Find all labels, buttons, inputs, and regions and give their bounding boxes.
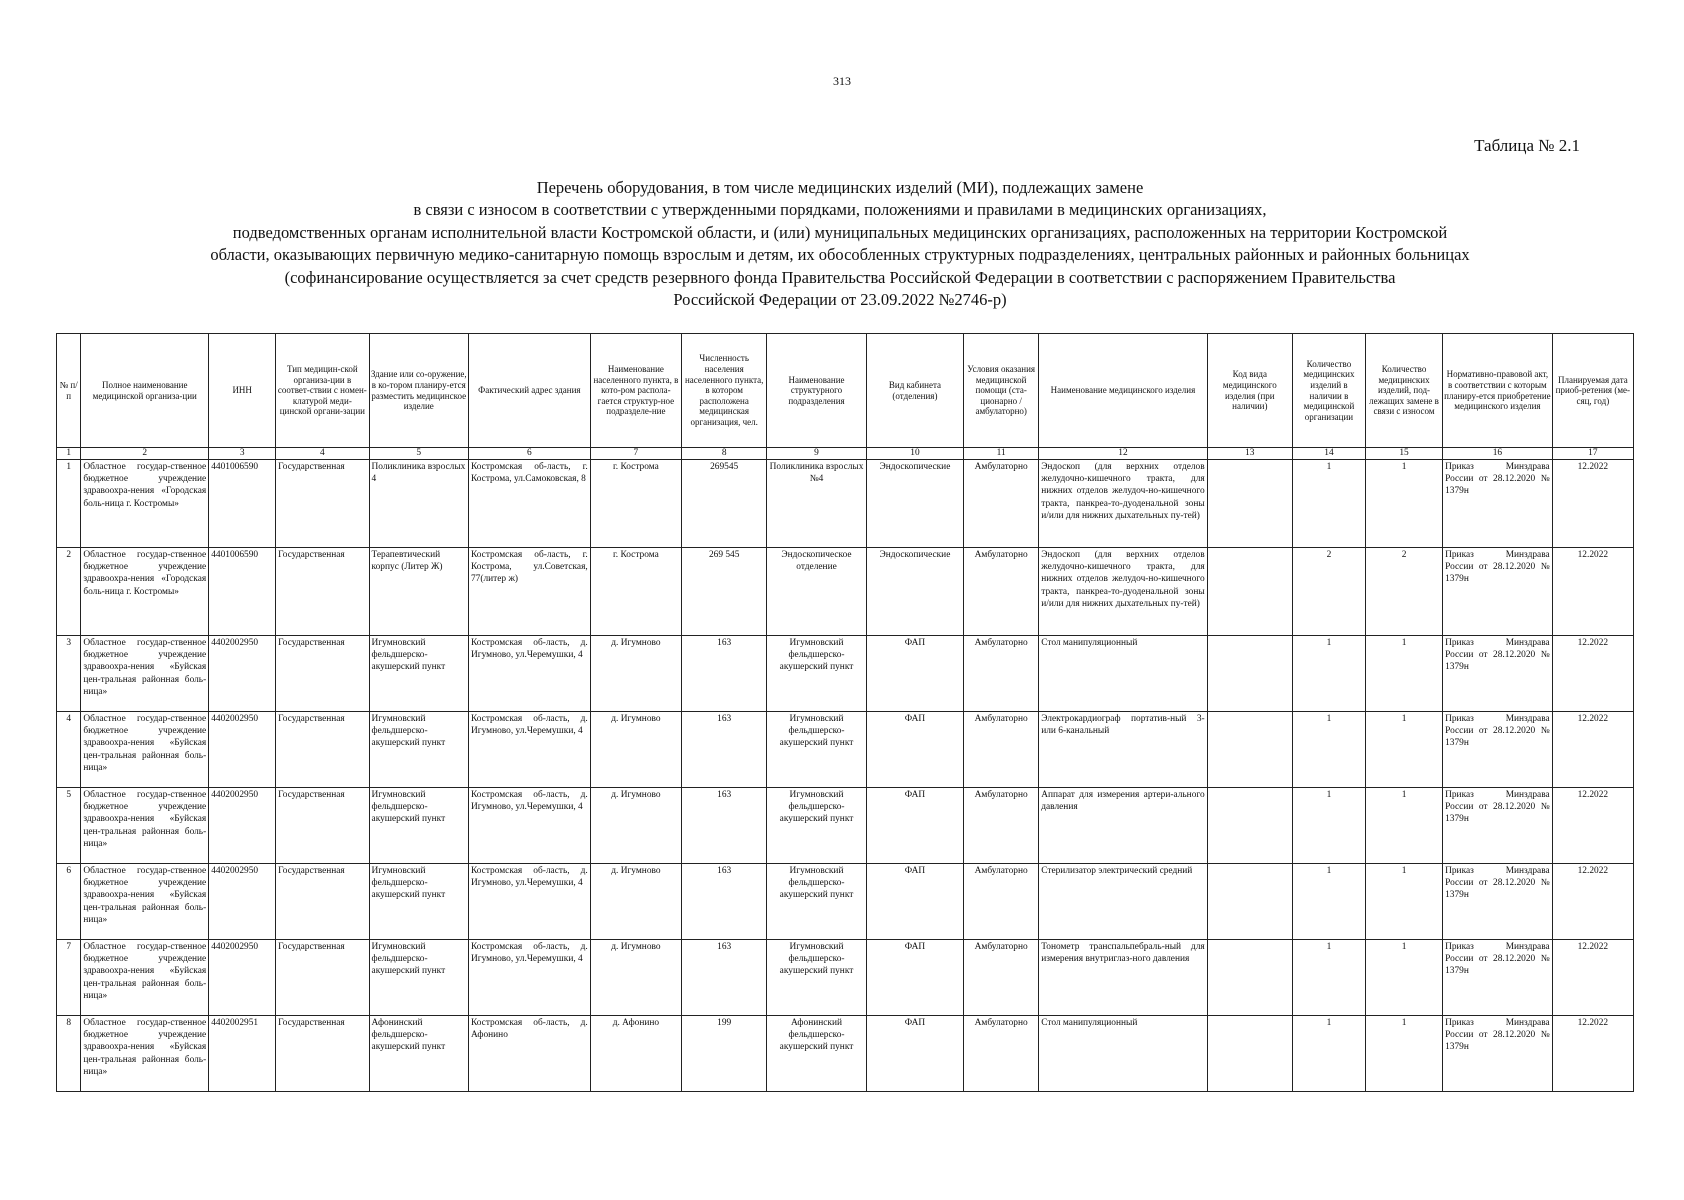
population: 163 — [682, 636, 767, 712]
care-conditions: Амбулаторно — [964, 1016, 1039, 1092]
building: Игумновский фельдшерско-акушерский пункт — [369, 636, 468, 712]
column-number: 3 — [209, 448, 276, 460]
page-number: 313 — [833, 74, 851, 88]
column-header: Численность населения населенного пункта, в котором расположена медицинская организация, чел. — [682, 334, 767, 448]
planned-date: 12.2022 — [1552, 712, 1633, 788]
title-line: (софинансирование осуществляется за счет средств резервного фонда Правительства Российской Федерации в соответствии с распоряжением Правительства — [284, 267, 1396, 287]
org-name: Областное государ-ственное бюджетное учреждение здравоохра-нения «Буйская цен-тральная районная боль-ница» — [81, 940, 209, 1016]
row-number: 2 — [57, 548, 81, 636]
address: Костромская об-ласть, г. Кострома, ул.Самоковская, 8 — [468, 460, 590, 548]
qty-available: 1 — [1292, 636, 1365, 712]
org-type: Государственная — [276, 864, 369, 940]
org-name: Областное государ-ственное бюджетное учреждение здравоохра-нения «Буйская цен-тральная районная боль-ница» — [81, 712, 209, 788]
column-header: Наименование структурного подразделения — [767, 334, 866, 448]
device-name: Стол манипуляционный — [1039, 636, 1207, 712]
building: Игумновский фельдшерско-акушерский пункт — [369, 712, 468, 788]
org-type: Государственная — [276, 940, 369, 1016]
column-header: ИНН — [209, 334, 276, 448]
column-header: Полное наименование медицинской организа-ции — [81, 334, 209, 448]
building: Афонинский фельдшерско-акушерский пункт — [369, 1016, 468, 1092]
address: Костромская об-ласть, д. Афонино — [468, 1016, 590, 1092]
device-name: Эндоскоп (для верхних отделов желудочно-кишечного тракта, для нижних отделов желудоч-но-кишечного тракта, панкреа-то-дуоденальной зоны и/или для нижних дыхательных пу-тей) — [1039, 460, 1207, 548]
table-row — [57, 940, 1634, 1016]
address: Костромская об-ласть, д. Игумново, ул.Черемушки, 4 — [468, 788, 590, 864]
device-code — [1207, 548, 1292, 636]
qty-replace: 2 — [1365, 548, 1442, 636]
building: Терапевтический корпус (Литер Ж) — [369, 548, 468, 636]
care-conditions: Амбулаторно — [964, 864, 1039, 940]
device-name: Стол манипуляционный — [1039, 1016, 1207, 1092]
cabinet-type: Эндоскопические — [866, 460, 963, 548]
qty-replace: 1 — [1365, 940, 1442, 1016]
org-type: Государственная — [276, 460, 369, 548]
qty-available: 1 — [1292, 1016, 1365, 1092]
org-name: Областное государ-ственное бюджетное учреждение здравоохра-нения «Буйская цен-тральная районная боль-ница» — [81, 636, 209, 712]
address: Костромская об-ласть, д. Игумново, ул.Черемушки, 4 — [468, 864, 590, 940]
qty-available: 1 — [1292, 712, 1365, 788]
inn: 4402002950 — [209, 940, 276, 1016]
table-row — [57, 788, 1634, 864]
inn: 4402002950 — [209, 712, 276, 788]
structural-unit: Игумновский фельдшерско-акушерский пункт — [767, 864, 866, 940]
column-number: 13 — [1207, 448, 1292, 460]
legal-act: Приказ Минздрава России от 28.12.2020 № 1379н — [1443, 1016, 1553, 1092]
column-header: Здание или со-оружение, в ко-тором планиру-ется разместить медицинское изделие — [369, 334, 468, 448]
column-header: Условия оказания медицинской помощи (ста-ционарно /амбулаторно) — [964, 334, 1039, 448]
cabinet-type: ФАП — [866, 940, 963, 1016]
structural-unit: Игумновский фельдшерско-акушерский пункт — [767, 940, 866, 1016]
row-number: 3 — [57, 636, 81, 712]
legal-act: Приказ Минздрава России от 28.12.2020 № 1379н — [1443, 460, 1553, 548]
column-number: 4 — [276, 448, 369, 460]
inn: 4401006590 — [209, 460, 276, 548]
column-number: 6 — [468, 448, 590, 460]
inn: 4401006590 — [209, 548, 276, 636]
org-type: Государственная — [276, 1016, 369, 1092]
column-number: 15 — [1365, 448, 1442, 460]
care-conditions: Амбулаторно — [964, 636, 1039, 712]
device-code — [1207, 712, 1292, 788]
column-number: 16 — [1443, 448, 1553, 460]
legal-act: Приказ Минздрава России от 28.12.2020 № 1379н — [1443, 548, 1553, 636]
org-name: Областное государ-ственное бюджетное учреждение здравоохра-нения «Городская боль-ница г. Костромы» — [81, 548, 209, 636]
column-number: 10 — [866, 448, 963, 460]
document-title — [90, 177, 1590, 311]
qty-replace: 1 — [1365, 460, 1442, 548]
device-name: Аппарат для измерения артери-ального давления — [1039, 788, 1207, 864]
table-row — [57, 636, 1634, 712]
population: 163 — [682, 788, 767, 864]
locality: д. Игумново — [590, 788, 681, 864]
population: 269 545 — [682, 548, 767, 636]
column-number: 11 — [964, 448, 1039, 460]
table-header-row — [57, 334, 1634, 448]
qty-available: 1 — [1292, 788, 1365, 864]
title-line: области, оказывающих первичную медико-санитарную помощь взрослым и детям, их обособленных структурных подразделениях, центральных районных и районных больницах — [210, 245, 1470, 265]
column-number: 5 — [369, 448, 468, 460]
address: Костромская об-ласть, г. Кострома, ул.Советская, 77(литер ж) — [468, 548, 590, 636]
equipment-table — [56, 333, 1634, 1092]
title-line: в связи с износом в соответствии с утвержденными порядками, положениями и правилами в медицинских организациях, — [413, 200, 1267, 220]
cabinet-type: ФАП — [866, 636, 963, 712]
inn: 4402002951 — [209, 1016, 276, 1092]
qty-available: 1 — [1292, 460, 1365, 548]
row-number: 4 — [57, 712, 81, 788]
column-header: Вид кабинета (отделения) — [866, 334, 963, 448]
column-header: Наименование населенного пункта, в кото-ром распола-гается структур-ное подразделе-ние — [590, 334, 681, 448]
population: 163 — [682, 712, 767, 788]
address: Костромская об-ласть, д. Игумново, ул.Черемушки, 4 — [468, 940, 590, 1016]
column-header: № п/п — [57, 334, 81, 448]
column-number: 9 — [767, 448, 866, 460]
structural-unit: Эндоскопическое отделение — [767, 548, 866, 636]
locality: д. Игумново — [590, 636, 681, 712]
row-number: 6 — [57, 864, 81, 940]
cabinet-type: ФАП — [866, 712, 963, 788]
column-header: Наименование медицинского изделия — [1039, 334, 1207, 448]
column-header: Количество медицинских изделий, под-лежащих замене в связи с износом — [1365, 334, 1442, 448]
title-line: подведомственных органам исполнительной власти Костромской области, и (или) муниципальных медицинских организациях, расположенных на территории Костромской — [232, 222, 1448, 242]
qty-replace: 1 — [1365, 636, 1442, 712]
legal-act: Приказ Минздрава России от 28.12.2020 № 1379н — [1443, 864, 1553, 940]
building: Игумновский фельдшерско-акушерский пункт — [369, 864, 468, 940]
device-name: Электрокардиограф портатив-ный 3- или 6-канальный — [1039, 712, 1207, 788]
org-name: Областное государ-ственное бюджетное учреждение здравоохра-нения «Буйская цен-тральная районная боль-ница» — [81, 788, 209, 864]
address: Костромская об-ласть, д. Игумново, ул.Черемушки, 4 — [468, 712, 590, 788]
legal-act: Приказ Минздрава России от 28.12.2020 № 1379н — [1443, 712, 1553, 788]
care-conditions: Амбулаторно — [964, 548, 1039, 636]
care-conditions: Амбулаторно — [964, 940, 1039, 1016]
column-number: 8 — [682, 448, 767, 460]
inn: 4402002950 — [209, 636, 276, 712]
inn: 4402002950 — [209, 864, 276, 940]
device-name: Тонометр транспальпебраль-ный для измерения внутриглаз-ного давления — [1039, 940, 1207, 1016]
locality: д. Игумново — [590, 864, 681, 940]
qty-replace: 1 — [1365, 1016, 1442, 1092]
column-number: 1 — [57, 448, 81, 460]
care-conditions: Амбулаторно — [964, 712, 1039, 788]
column-number: 12 — [1039, 448, 1207, 460]
column-number: 2 — [81, 448, 209, 460]
locality: г. Кострома — [590, 548, 681, 636]
population: 199 — [682, 1016, 767, 1092]
building: Игумновский фельдшерско-акушерский пункт — [369, 940, 468, 1016]
column-header: Количество медицинских изделий в наличии в медицинской организации — [1292, 334, 1365, 448]
locality: д. Афонино — [590, 1016, 681, 1092]
column-header: Планируемая дата приоб-ретения (ме-сяц, год) — [1552, 334, 1633, 448]
population: 269545 — [682, 460, 767, 548]
structural-unit: Игумновский фельдшерско-акушерский пункт — [767, 712, 866, 788]
planned-date: 12.2022 — [1552, 940, 1633, 1016]
qty-available: 2 — [1292, 548, 1365, 636]
device-code — [1207, 460, 1292, 548]
device-code — [1207, 636, 1292, 712]
cabinet-type: ФАП — [866, 1016, 963, 1092]
structural-unit: Афонинский фельдшерско-акушерский пункт — [767, 1016, 866, 1092]
structural-unit: Игумновский фельдшерско-акушерский пункт — [767, 788, 866, 864]
qty-replace: 1 — [1365, 864, 1442, 940]
building: Поликлиника взрослых 4 — [369, 460, 468, 548]
population: 163 — [682, 864, 767, 940]
row-number: 8 — [57, 1016, 81, 1092]
care-conditions: Амбулаторно — [964, 788, 1039, 864]
planned-date: 12.2022 — [1552, 548, 1633, 636]
column-number: 17 — [1552, 448, 1633, 460]
column-number-row — [57, 448, 1634, 460]
table-row — [57, 1016, 1634, 1092]
inn: 4402002950 — [209, 788, 276, 864]
device-name: Стерилизатор электрический средний — [1039, 864, 1207, 940]
column-number: 14 — [1292, 448, 1365, 460]
org-name: Областное государ-ственное бюджетное учреждение здравоохра-нения «Буйская цен-тральная районная боль-ница» — [81, 864, 209, 940]
cabinet-type: ФАП — [866, 864, 963, 940]
row-number: 1 — [57, 460, 81, 548]
locality: г. Кострома — [590, 460, 681, 548]
org-type: Государственная — [276, 548, 369, 636]
table-row — [57, 460, 1634, 548]
locality: д. Игумново — [590, 940, 681, 1016]
row-number: 5 — [57, 788, 81, 864]
org-name: Областное государ-ственное бюджетное учреждение здравоохра-нения «Городская боль-ница г. Костромы» — [81, 460, 209, 548]
device-code — [1207, 940, 1292, 1016]
column-header: Фактический адрес здания — [468, 334, 590, 448]
qty-available: 1 — [1292, 864, 1365, 940]
device-code — [1207, 788, 1292, 864]
cabinet-type: Эндоскопические — [866, 548, 963, 636]
locality: д. Игумново — [590, 712, 681, 788]
legal-act: Приказ Минздрава России от 28.12.2020 № 1379н — [1443, 940, 1553, 1016]
planned-date: 12.2022 — [1552, 788, 1633, 864]
planned-date: 12.2022 — [1552, 1016, 1633, 1092]
planned-date: 12.2022 — [1552, 460, 1633, 548]
population: 163 — [682, 940, 767, 1016]
building: Игумновский фельдшерско-акушерский пункт — [369, 788, 468, 864]
title-line: Российской Федерации от 23.09.2022 №2746-р) — [673, 290, 1007, 310]
device-code — [1207, 864, 1292, 940]
column-number: 7 — [590, 448, 681, 460]
table-row — [57, 864, 1634, 940]
org-type: Государственная — [276, 788, 369, 864]
cabinet-type: ФАП — [866, 788, 963, 864]
planned-date: 12.2022 — [1552, 636, 1633, 712]
table-row — [57, 712, 1634, 788]
column-header: Тип медицин-ской организа-ции в соответ-ствии с номен-клатурой меди-цинской органи-зации — [276, 334, 369, 448]
qty-replace: 1 — [1365, 712, 1442, 788]
structural-unit: Поликлиника взрослых №4 — [767, 460, 866, 548]
planned-date: 12.2022 — [1552, 864, 1633, 940]
org-name: Областное государ-ственное бюджетное учреждение здравоохра-нения «Буйская цен-тральная районная боль-ница» — [81, 1016, 209, 1092]
legal-act: Приказ Минздрава России от 28.12.2020 № 1379н — [1443, 636, 1553, 712]
structural-unit: Игумновский фельдшерско-акушерский пункт — [767, 636, 866, 712]
org-type: Государственная — [276, 712, 369, 788]
legal-act: Приказ Минздрава России от 28.12.2020 № 1379н — [1443, 788, 1553, 864]
title-line: Перечень оборудования, в том числе медицинских изделий (МИ), подлежащих замене — [536, 178, 1144, 197]
row-number: 7 — [57, 940, 81, 1016]
qty-replace: 1 — [1365, 788, 1442, 864]
org-type: Государственная — [276, 636, 369, 712]
table-row — [57, 548, 1634, 636]
device-name: Эндоскоп (для верхних отделов желудочно-кишечного тракта, для нижних отделов желудоч-но-кишечного тракта, панкреа-то-дуоденальной зоны и/или для нижних дыхательных пу-тей) — [1039, 548, 1207, 636]
device-code — [1207, 1016, 1292, 1092]
column-header: Код вида медицинского изделия (при наличии) — [1207, 334, 1292, 448]
address: Костромская об-ласть, д. Игумново, ул.Черемушки, 4 — [468, 636, 590, 712]
care-conditions: Амбулаторно — [964, 460, 1039, 548]
qty-available: 1 — [1292, 940, 1365, 1016]
table-label: Таблица № 2.1 — [1474, 136, 1580, 155]
column-header: Нормативно-правовой акт, в соответствии с которым планиру-ется приобретение медицинского изделия — [1443, 334, 1553, 448]
